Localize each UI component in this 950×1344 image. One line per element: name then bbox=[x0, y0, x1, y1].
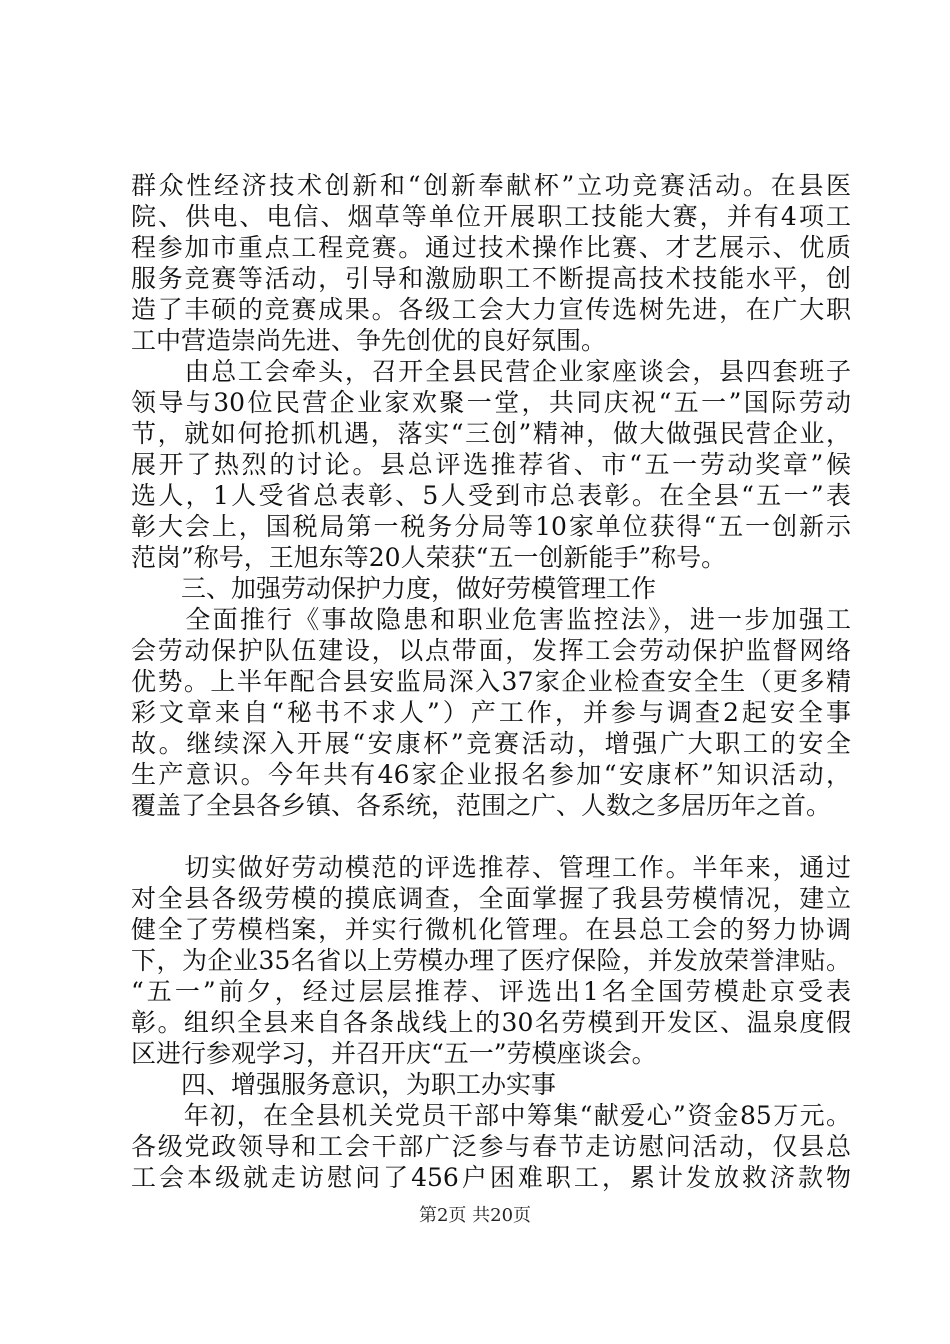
section-heading: 三、加强劳动保护力度，做好劳模管理工作 bbox=[131, 574, 657, 603]
text-line: 生产意识。今年共有46家企业报名参加“安康杯”知识活动， bbox=[131, 760, 851, 789]
text-line: 会劳动保护队伍建设，以点带面，发挥工会劳动保护监督网络 bbox=[131, 636, 851, 665]
text-line: 彰大会上，国税局第一税务分局等10家单位获得“五一创新示 bbox=[131, 512, 851, 541]
text-line: 造了丰硕的竞赛成果。各级工会大力宣传选树先进，在广大职 bbox=[131, 295, 851, 324]
text-line: 彩文章来自“秘书不求人”）产工作，并参与调查2起安全事 bbox=[131, 698, 851, 727]
text-line: 工会本级就走访慰问了456户困难职工，累计发放救济款物 bbox=[131, 1163, 851, 1192]
text-line: 故。继续深入开展“安康杯”竞赛活动，增强广大职工的安全 bbox=[131, 729, 851, 758]
text-line: 健全了劳模档案，并实行微机化管理。在县总工会的努力协调 bbox=[131, 915, 851, 944]
text-line: 全面推行《事故隐患和职业危害监控法》，进一步加强工 bbox=[131, 605, 851, 634]
text-line: 切实做好劳动模范的评选推荐、管理工作。半年来，通过 bbox=[131, 853, 851, 882]
text-line: 院、供电、电信、烟草等单位开展职工技能大赛，并有4项工 bbox=[131, 202, 851, 231]
text-line: 彰。组织全县来自各条战线上的30名劳模到开发区、温泉度假 bbox=[131, 1008, 851, 1037]
text-line: 覆盖了全县各乡镇、各系统，范围之广、人数之多居历年之首。 bbox=[131, 791, 832, 820]
text-line: 程参加市重点工程竞赛。通过技术操作比赛、才艺展示、优质 bbox=[131, 233, 851, 262]
text-line: 群众性经济技术创新和“创新奉献杯”立功竞赛活动。在县医 bbox=[131, 171, 851, 200]
text-line: 范岗”称号，王旭东等20人荣获“五一创新能手”称号。 bbox=[131, 543, 727, 572]
text-line: “五一”前夕，经过层层推荐、评选出1名全国劳模赴京受表 bbox=[131, 977, 851, 1006]
text-line: 展开了热烈的讨论。县总评选推荐省、市“五一劳动奖章”候 bbox=[131, 450, 851, 479]
section-heading: 四、增强服务意识，为职工办实事 bbox=[131, 1070, 557, 1099]
text-line: 对全县各级劳模的摸底调查，全面掌握了我县劳模情况，建立 bbox=[131, 884, 851, 913]
page-number-footer: 第2页 共20页 bbox=[418, 1205, 532, 1226]
text-line: 服务竞赛等活动，引导和激励职工不断提高技术技能水平，创 bbox=[131, 264, 851, 293]
text-line: 选人，1人受省总表彰、5人受到市总表彰。在全县“五一”表 bbox=[131, 481, 851, 510]
text-line: 优势。上半年配合县安监局深入37家企业检查安全生（更多精 bbox=[131, 667, 851, 696]
text-line: 节，就如何抢抓机遇，落实“三创”精神，做大做强民营企业， bbox=[131, 419, 851, 448]
text-line: 领导与30位民营企业家欢聚一堂，共同庆祝“五一”国际劳动 bbox=[131, 388, 851, 417]
text-line: 由总工会牵头，召开全县民营企业家座谈会，县四套班子 bbox=[131, 357, 851, 386]
text-line: 下，为企业35名省以上劳模办理了医疗保险，并发放荣誉津贴。 bbox=[131, 946, 851, 975]
text-line: 工中营造崇尚先进、争先创优的良好氛围。 bbox=[131, 326, 607, 355]
text-line: 各级党政领导和工会干部广泛参与春节走访慰问活动，仅县总 bbox=[131, 1132, 851, 1161]
text-line: 区进行参观学习，并召开庆“五一”劳模座谈会。 bbox=[131, 1039, 657, 1068]
text-line: 年初，在全县机关党员干部中筹集“献爱心”资金85万元。 bbox=[131, 1101, 851, 1130]
